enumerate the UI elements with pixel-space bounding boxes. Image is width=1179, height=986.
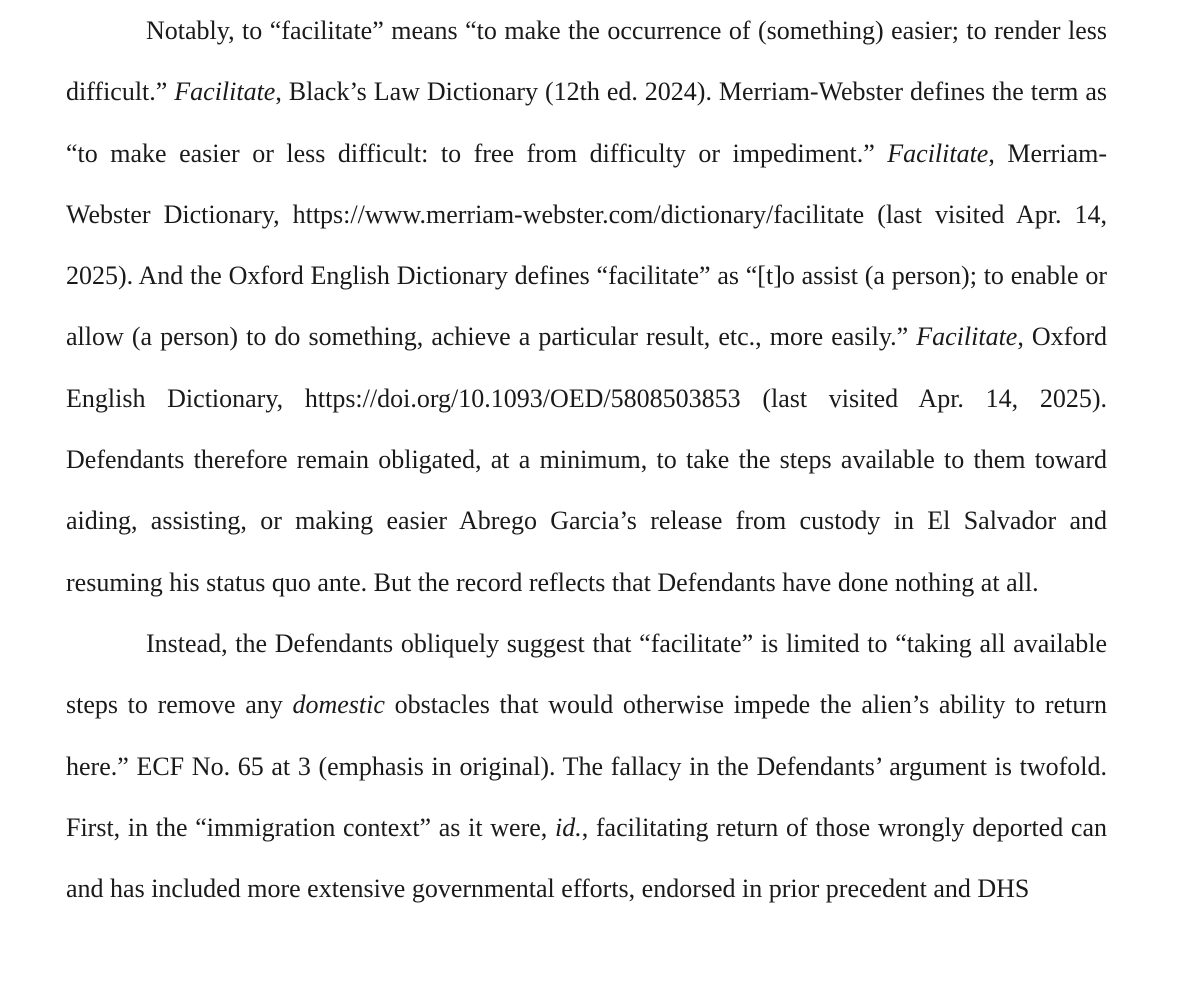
text-segment: , Merriam-Webster Dictionary, https://www.merriam-webster.com/dictionary/facilitate (last visited Apr. 14, 2025). And the Oxford English Dictionary defines “facilitate” as “[t]o assist (a person); to enable or allow (a person) to do something, achieve a particular result, etc., more easily.” (66, 138, 1107, 352)
document-page (66, 0, 1107, 919)
italic-citation: id. (554, 812, 582, 842)
text-segment: , Oxford English Dictionary, https://doi.org/10.1093/OED/5808503853 (last visited Apr. 14, 2025). Defendants therefore remain obligated, at a minimum, to take the steps available to them toward aiding, assisting, or making easier Abrego Garcia’s release from custody in El Salvador and resuming his status quo ante. But the record reflects that Defendants have done nothing at all. (66, 322, 1107, 597)
text-segment: , facilitating return of those wrongly deported can and has included more extensive governmental efforts, endorsed in prior precedent and DHS (66, 812, 1107, 904)
text-segment: Instead, the Defendants obliquely suggest that “facilitate” is limited to “taking all available steps to remove any (66, 628, 1107, 720)
paragraph-definitions (66, 0, 1107, 613)
italic-citation: Facilitate (174, 77, 276, 107)
text-segment: obstacles that would otherwise impede the alien’s ability to return here.” ECF No. 65 at 3 (emphasis in original). The fallacy in the Defendants’ argument is twofold. First, in the “immigration context” as it were, (66, 690, 1107, 842)
italic-citation: Facilitate (887, 138, 989, 168)
text-segment: Notably, to “facilitate” means “to make the occurrence of (something) easier; to render less difficult.” (66, 16, 1107, 107)
italic-citation: Facilitate (916, 322, 1018, 352)
text-segment: , Black’s Law Dictionary (12th ed. 2024). Merriam-Webster defines the term as “to make easier or less difficult: to free from difficulty or impediment.” (66, 77, 1107, 168)
italic-emphasis: domestic (292, 690, 385, 720)
paragraph-argument (66, 613, 1107, 919)
